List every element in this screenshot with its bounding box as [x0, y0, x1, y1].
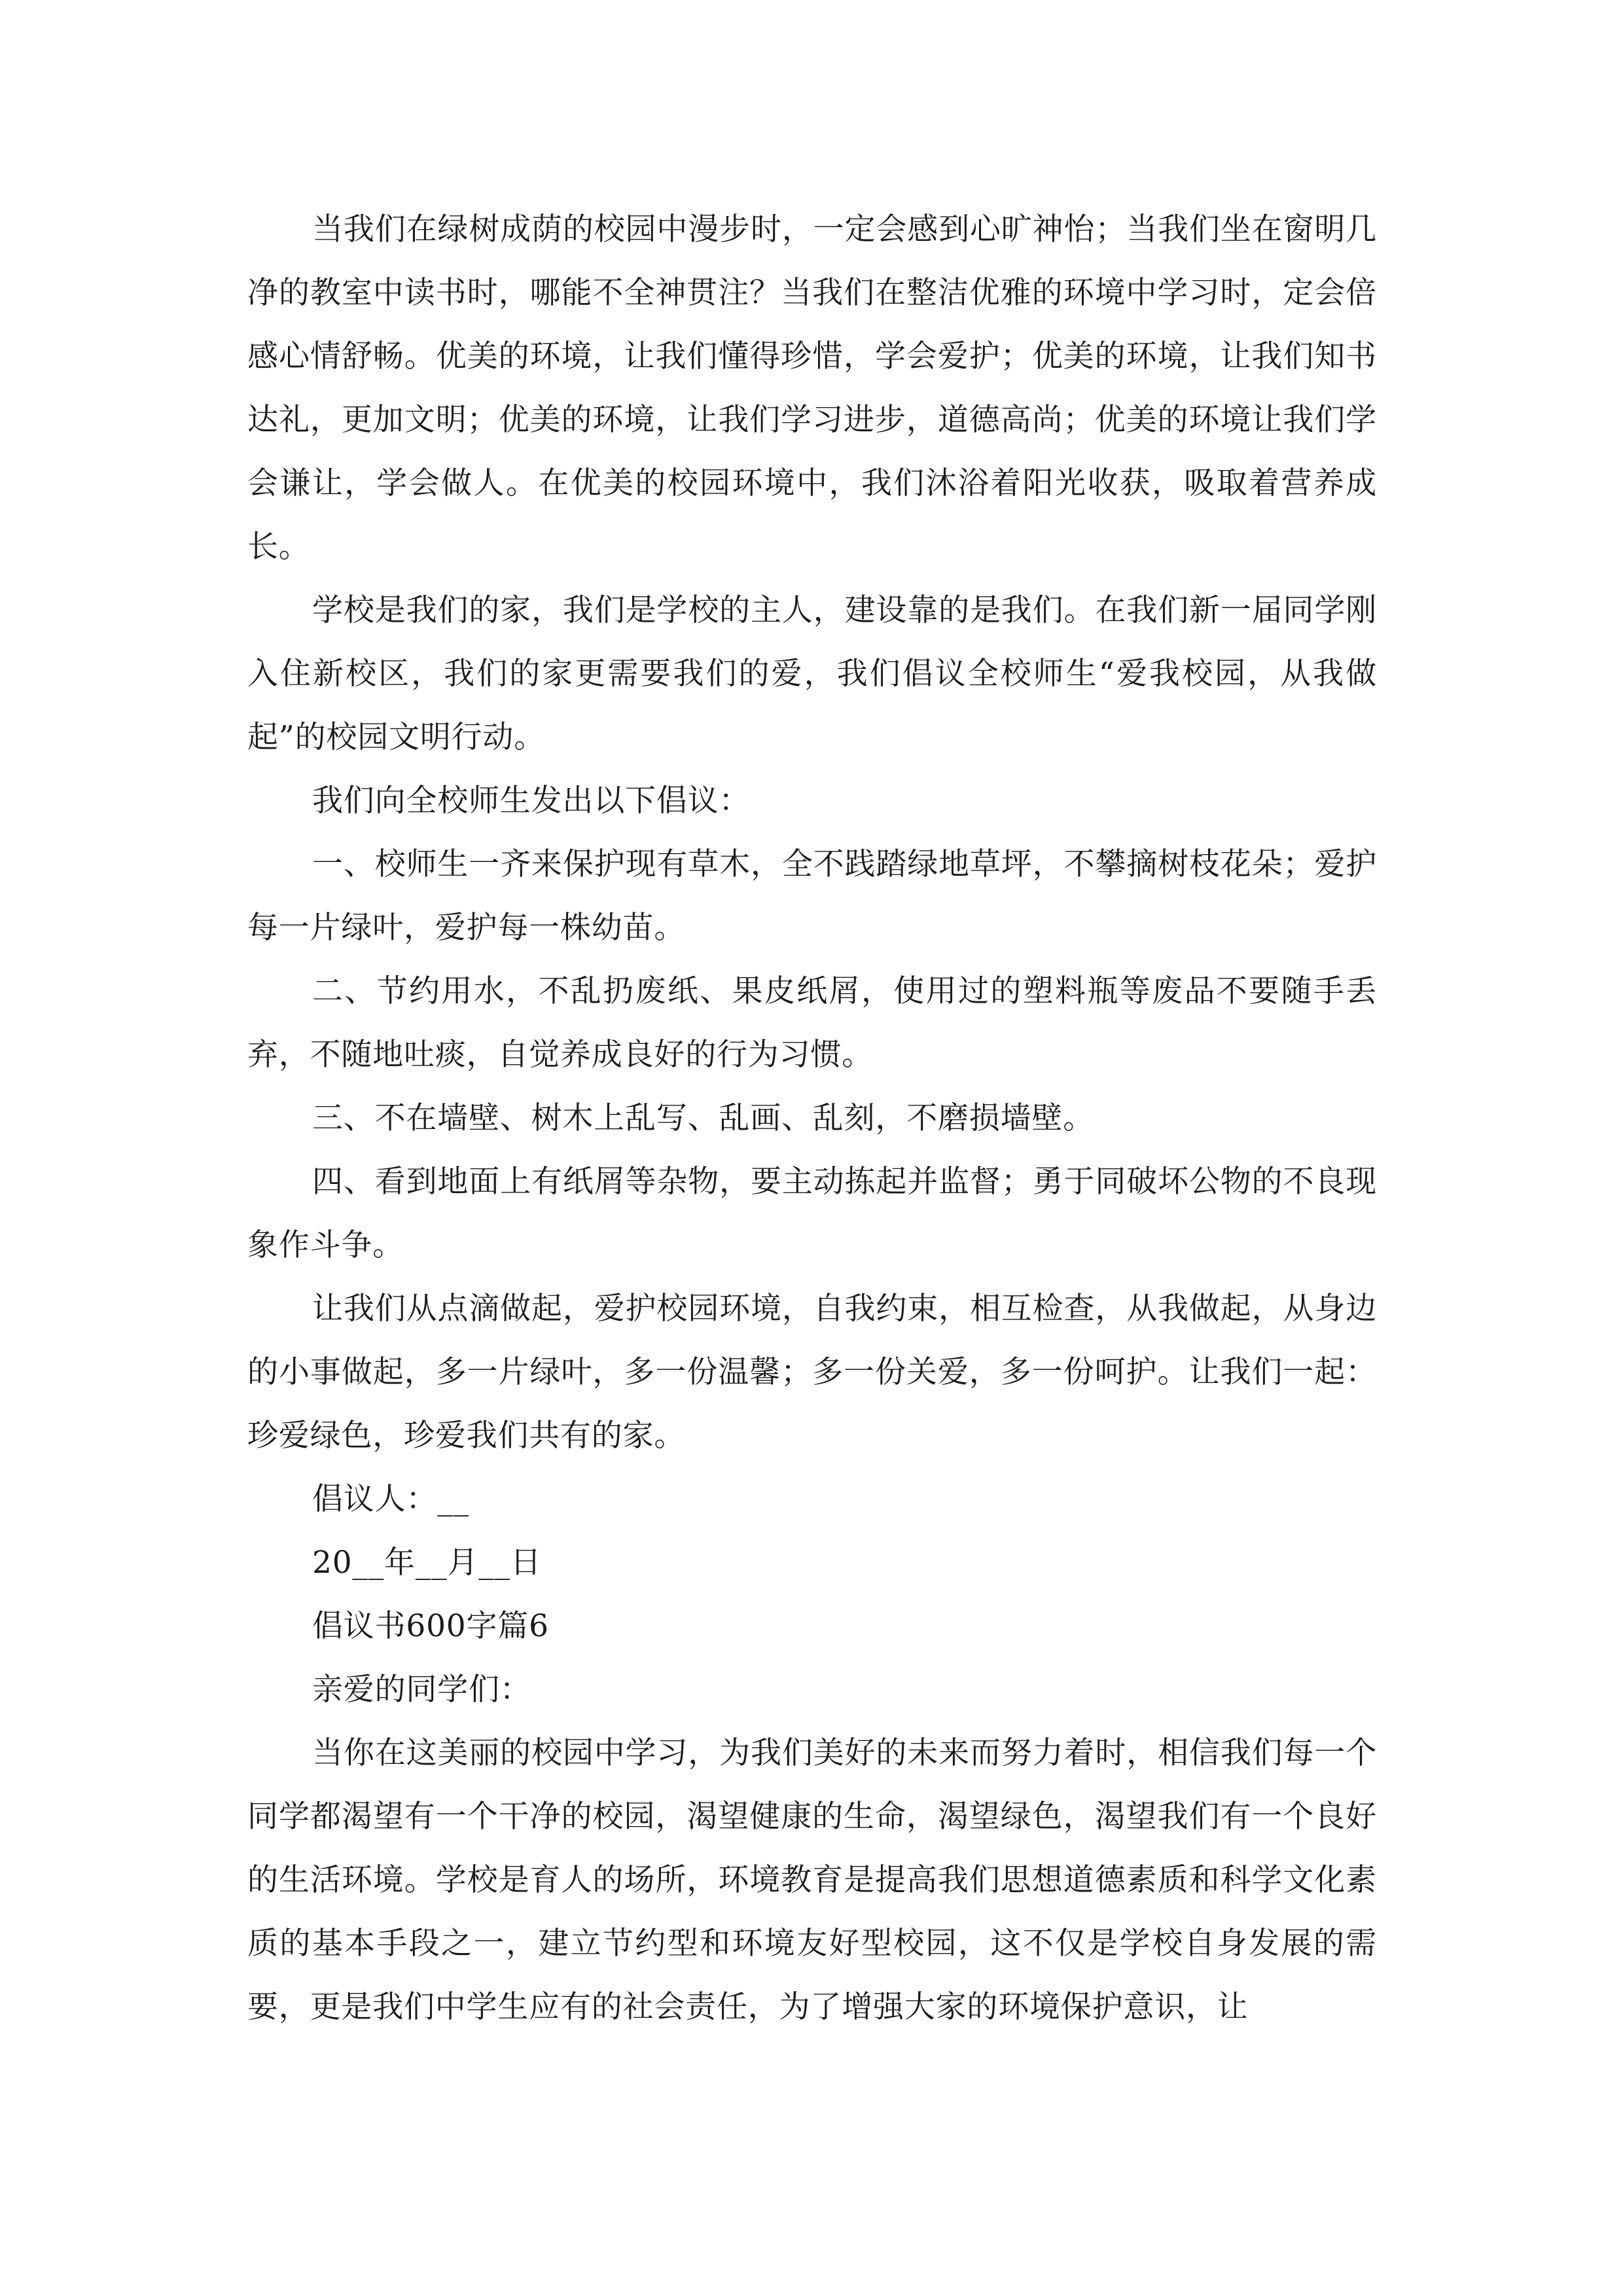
proposal-item-3: 三、不在墙壁、树木上乱写、乱画、乱刻，不磨损墙壁。	[312, 1100, 1094, 1136]
paragraph-school-home: 学校是我们的家，我们是学校的主人，建设靠的是我们。在我们新一届同学刚入住新校区，我们的家更需要我们的爱，我们倡议全校师生“爱我校园，从我做起”的校园文明行动。	[247, 592, 1377, 755]
proposal-item-2: 二、节约用水，不乱扔废纸、果皮纸屑，使用过的塑料瓶等废品不要随手丢弃，不随地吐痰，自觉养成良好的行为习惯。	[247, 973, 1377, 1073]
paragraph-intro: 当我们在绿树成荫的校园中漫步时，一定会感到心旷神怡；当我们坐在窗明几净的教室中读书时，哪能不全神贯注？当我们在整洁优雅的环境中学习时，定会倍感心情舒畅。优美的环境，让我们懂得珍惜，学会爱护；优美的环境，让我们知书达礼，更加文明；优美的环境，让我们学习进步，道德高尚；优美的环境让我们学会谦让，学会做人。在优美的校园环境中，我们沐浴着阳光收获，吸取着营养成长。	[247, 211, 1377, 565]
section-title: 倡议书600字篇6	[312, 1608, 549, 1644]
salutation: 亲爱的同学们：	[312, 1672, 531, 1708]
proposer-signature: 倡议人：__	[312, 1481, 469, 1517]
document-body	[247, 198, 1377, 2039]
proposal-item-4: 四、看到地面上有纸屑等杂物，要主动拣起并监督；勇于同破坏公物的不良现象作斗争。	[247, 1164, 1377, 1263]
proposal-item-1: 一、校师生一齐来保护现有草木，全不践踏绿地草坪，不攀摘树枝花朵；爱护每一片绿叶，爱护每一株幼苗。	[247, 846, 1377, 946]
paragraph-closing: 让我们从点滴做起，爱护校园环境，自我约束，相互检查，从我做起，从身边的小事做起，多一片绿叶，多一份温馨；多一份关爱，多一份呵护。让我们一起：珍爱绿色，珍爱我们共有的家。	[247, 1291, 1377, 1454]
paragraph-proposal-lead: 我们向全校师生发出以下倡议：	[312, 783, 751, 819]
paragraph-final: 当你在这美丽的校园中学习，为我们美好的未来而努力着时，相信我们每一个同学都渴望有一个干净的校园，渴望健康的生命，渴望绿色，渴望我们有一个良好的生活环境。学校是育人的场所，环境教育是提高我们思想道德素质和科学文化素质的基本手段之一，建立节约型和环境友好型校园，这不仅是学校自身发展的需要，更是我们中学生应有的社会责任，为了增强大家的环境保护意识，让	[247, 1735, 1377, 2025]
date-line: 20__年__月__日	[312, 1545, 542, 1581]
